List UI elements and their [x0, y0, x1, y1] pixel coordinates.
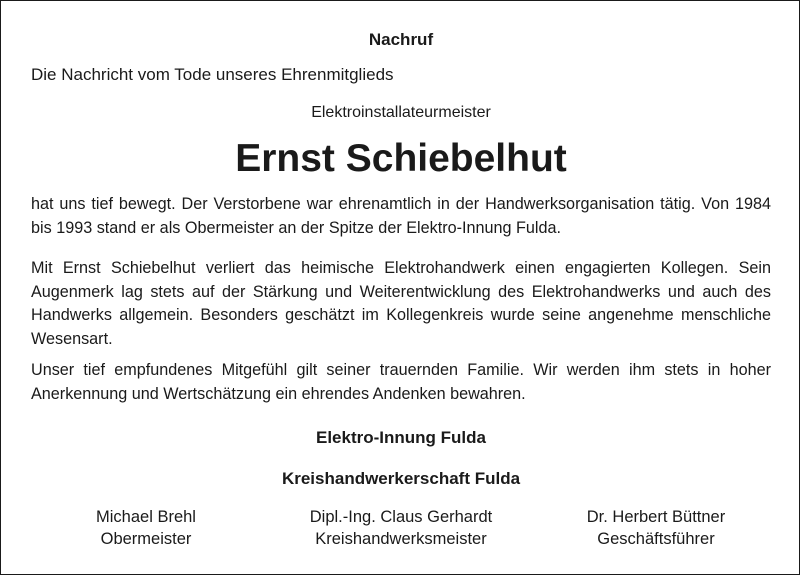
signatory-name: Dipl.-Ing. Claus Gerhardt: [309, 508, 493, 526]
signatory-title: Kreishandwerksmeister: [315, 530, 487, 548]
signatory-name: Michael Brehl: [96, 508, 196, 526]
occupation-title: Elektroinstallateurmeister: [311, 104, 491, 121]
paragraph-tribute: Mit Ernst Schiebelhut verliert das heimische Elektrohandwerk einen engagierten Kollegen. Sein Augenmerk lag stets auf der Stärkung und Weiterentwicklung des Elektrohandwerks und auch des Handwerks allgemein. Besonders geschätzt im Kollegenkreis wurde seine angenehme menschliche Wesensart.: [31, 259, 771, 348]
signatory: [556, 506, 756, 550]
deceased-name: Ernst Schiebelhut: [235, 137, 567, 180]
organization-kreishandwerkerschaft: Kreishandwerkerschaft Fulda: [281, 469, 521, 488]
intro-text: Die Nachricht vom Tode unseres Ehrenmitglieds: [31, 65, 394, 84]
signatory: [46, 506, 246, 550]
paragraph-condolence: Unser tief empfundenes Mitgefühl gilt seiner trauernden Familie. Wir werden ihm stets in hoher Anerkennung und Wertschätzung ein ehrendes Andenken bewahren.: [31, 361, 771, 403]
signatory: [271, 506, 531, 550]
signatory-name: Dr. Herbert Büttner: [586, 508, 726, 526]
signatory-title: Geschäftsführer: [597, 530, 715, 548]
paragraph-career: hat uns tief bewegt. Der Verstorbene war ehrenamtlich in der Handwerksorganisation tätig. Von 1984 bis 1993 stand er als Obermeister an der Spitze der Elektro-Innung Fulda.: [31, 195, 771, 237]
signatory-title: Obermeister: [100, 530, 192, 548]
notice-heading: Nachruf: [368, 30, 434, 49]
organization-innung: Elektro-Innung Fulda: [316, 428, 486, 447]
